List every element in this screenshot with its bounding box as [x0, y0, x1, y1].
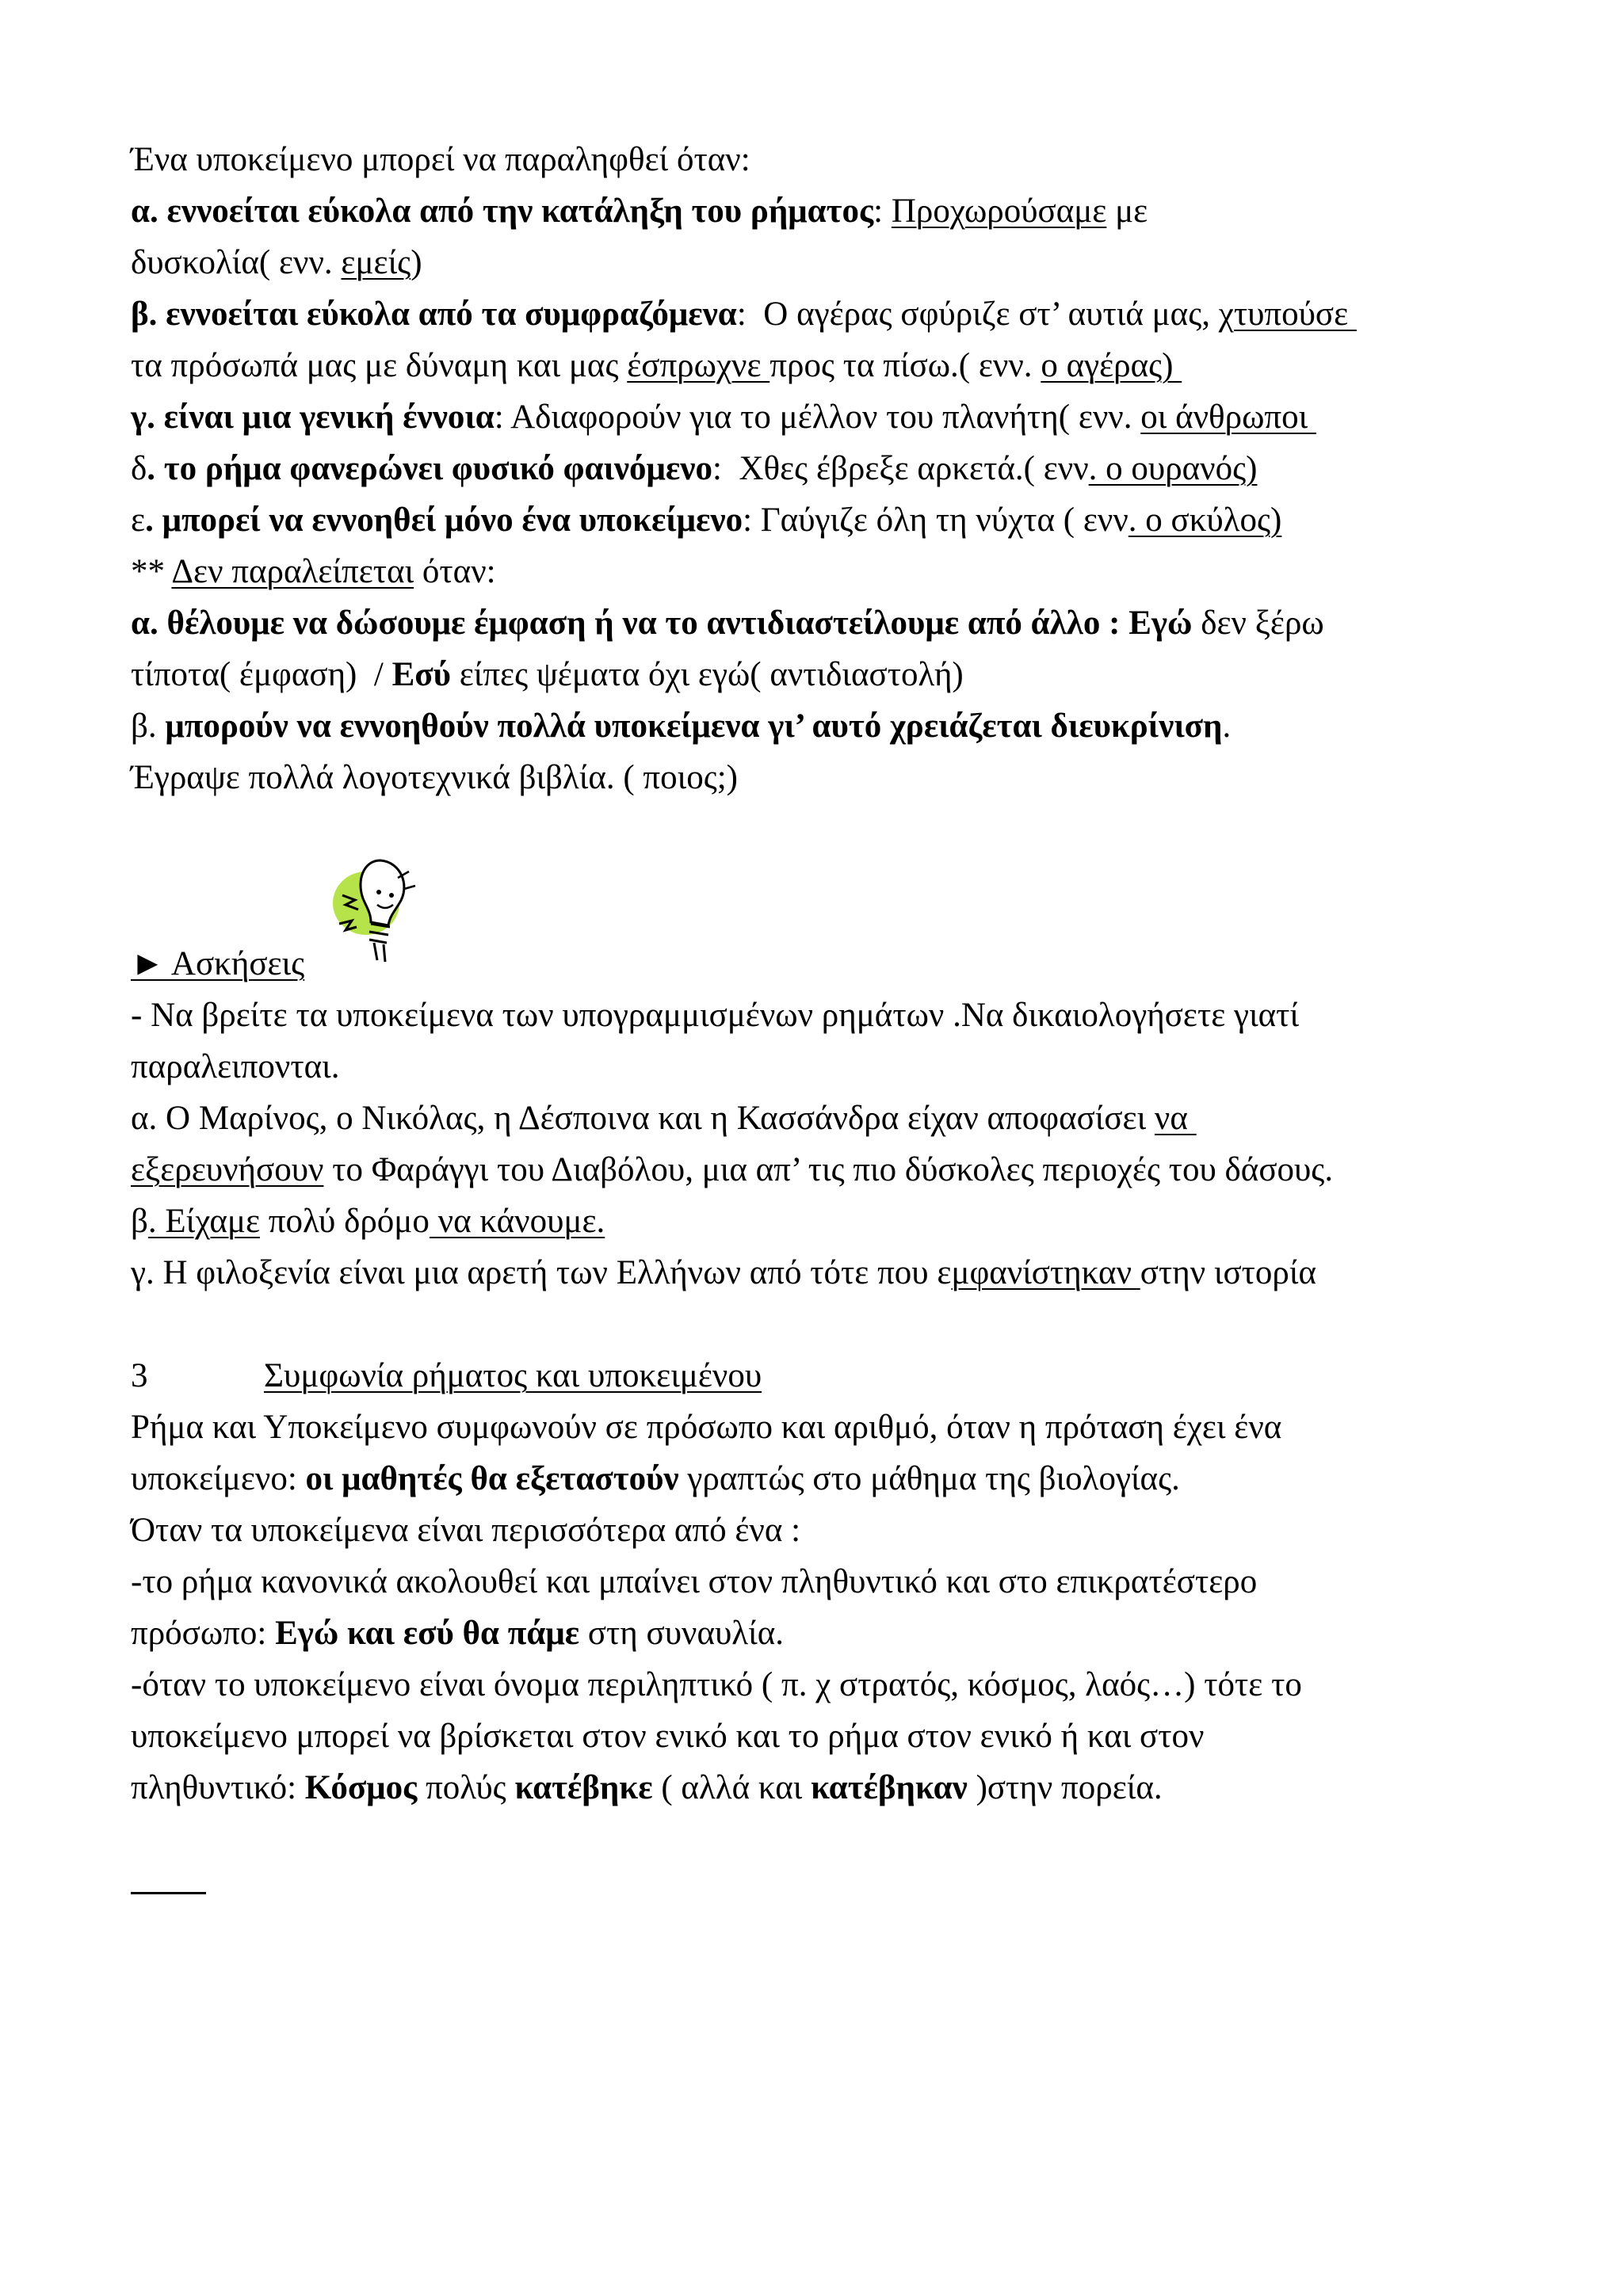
- section2-a-word: Εγώ: [1128, 605, 1193, 642]
- item-d-label: . το ρήμα φανερώνει φυσικό φαινόμενο: [147, 450, 713, 487]
- item-a-line2: [131, 246, 422, 280]
- section3-p4-line1-text: -όταν το υποκείμενο είναι όνομα περιληπτικό ( π. χ στρατός, κόσμος, λαός…) τότε το: [131, 1666, 1302, 1703]
- exercise-b-mid: πολύ δρόμο: [260, 1203, 430, 1240]
- item-b-line2: [131, 349, 1182, 383]
- item-c-label: γ. είναι μια γενική έννοια: [131, 399, 495, 436]
- section3-p2: [131, 1513, 800, 1547]
- section2-heading-post: όταν:: [414, 553, 496, 590]
- lightbulb-character-icon: [322, 854, 423, 981]
- section3-number-text: 3: [131, 1357, 148, 1394]
- item-a-line1: [131, 194, 1148, 228]
- section2-a-line2-pre: τίποτα( έμφαση) /: [131, 656, 392, 693]
- item-e-text: : Γαύγιζε όλη τη νύχτα ( ενν: [743, 502, 1128, 539]
- section3-p4-line2-text: υποκείμενο μπορεί να βρίσκεται στον ενικό και το ρήμα στον ενικό ή και στον: [131, 1718, 1205, 1755]
- section3-p1-line2-post: γραπτώς στο μάθημα της βιολογίας.: [678, 1460, 1180, 1497]
- section2-a-line1: [131, 606, 1324, 640]
- exercises-heading-text: ► Ασκήσεις: [131, 945, 305, 982]
- item-a-line2-post: ): [411, 244, 422, 281]
- item-a-subject: εμείς: [341, 244, 411, 281]
- intro-text: Ένα υποκείμενο μπορεί να παραληφθεί όταν:: [131, 141, 750, 178]
- item-e-subject: . ο σκύλος): [1128, 502, 1282, 539]
- exercise-a-line2-post: το Φαράγγι του Διαβόλου, μια απ’ τις πιο δύσκολες περιοχές του δάσους.: [323, 1151, 1334, 1188]
- section2-b-label: μπορούν να εννοηθούν πολλά υποκείμενα γι’ αυτό χρειάζεται διευκρίνιση: [165, 707, 1223, 745]
- section3-title: [264, 1359, 762, 1393]
- exercise-a-line1: [131, 1101, 1197, 1135]
- item-b-label: β. εννοείται εύκολα από τα συμφραζόμενα: [131, 296, 737, 333]
- section3-p3-example: Εγώ και εσύ θα πάμε: [275, 1615, 580, 1652]
- section2-b-prefix: β.: [131, 707, 166, 745]
- exercises-instruction-2: [131, 1050, 339, 1084]
- section2-heading: [131, 555, 496, 589]
- section2-b-example-text: Έγραψε πολλά λογοτεχνικά βιβλία. ( ποιος;): [131, 759, 739, 796]
- section3-p2-text: Όταν τα υποκείμενα είναι περισσότερα από ένα :: [131, 1512, 801, 1549]
- exercise-a-verb-part1: να: [1154, 1100, 1197, 1137]
- item-a-line2-pre: δυσκολία( ενν.: [131, 244, 342, 281]
- section3-p4-mid1: πολύς: [417, 1769, 515, 1806]
- section2-a-label: α. θέλουμε να δώσουμε έμφαση ή να το αντιδιαστείλουμε από άλλο :: [131, 605, 1129, 642]
- section3-number: [131, 1359, 148, 1393]
- item-b-verb2: έσπρωχνε: [627, 347, 770, 384]
- exercise-b-verb1: . Είχαμε: [147, 1203, 261, 1240]
- section3-p3-line2: [131, 1616, 784, 1650]
- section3-p4-line1: [131, 1668, 1302, 1702]
- exercise-c-line: [131, 1256, 1316, 1290]
- item-d-subject: . ο ουρανός): [1088, 450, 1258, 487]
- section3-p3-line2-post: στη συναυλία.: [579, 1615, 784, 1652]
- exercise-b-verb2: να κάνουμε.: [429, 1203, 605, 1240]
- item-c-text: : Αδιαφορούν για το μέλλον του πλανήτη( ενν.: [494, 399, 1141, 436]
- item-a-tail: με: [1106, 193, 1148, 230]
- section2-b-example: [131, 761, 738, 795]
- exercise-b-line: [131, 1204, 605, 1238]
- exercises-instruction-2-text: παραλειπονται.: [131, 1048, 340, 1085]
- item-d-prefix: δ: [131, 450, 147, 487]
- section3-p4-post: )στην πορεία.: [967, 1769, 1163, 1806]
- exercise-c-post: στην ιστορία: [1140, 1254, 1316, 1291]
- item-e-prefix: ε: [131, 502, 146, 539]
- section2-a-line2-post: είπες ψέματα όχι εγώ( αντιδιαστολή): [450, 656, 964, 693]
- exercise-a-line2: [131, 1153, 1333, 1187]
- section3-title-text: Συμφωνία ρήματος και υποκειμένου: [264, 1357, 762, 1394]
- section3-p4-subject: Κόσμος: [304, 1769, 418, 1806]
- section2-a-line2: [131, 658, 964, 692]
- section2-heading-pre: **: [131, 553, 172, 590]
- footnote-divider: [131, 1892, 206, 1894]
- section3-p4-line3: [131, 1771, 1163, 1805]
- section2-a-word2: Εσύ: [391, 656, 451, 693]
- section3-p1-line2: [131, 1462, 1180, 1496]
- section3-p1-line2-pre: υποκείμενο:: [131, 1460, 306, 1497]
- section3-p1-line1-text: Ρήμα και Υποκείμενο συμφωνούν σε πρόσωπο και αριθμό, όταν η πρόταση έχει ένα: [131, 1409, 1282, 1446]
- item-b-line2-mid: προς τα πίσω.( ενν.: [769, 347, 1041, 384]
- exercise-c-verb: μφανίστηκαν: [951, 1254, 1140, 1291]
- item-c-subject: οι άνθρωποι: [1140, 399, 1316, 436]
- intro-line: [131, 143, 750, 177]
- item-d-line: [131, 452, 1257, 486]
- section3-p4-verb-singular: κατέβηκε: [514, 1769, 653, 1806]
- section3-p4-mid2: ( αλλά και: [652, 1769, 812, 1806]
- section3-p4-verb-plural: κατέβηκαν: [811, 1769, 968, 1806]
- item-b-subject: ο αγέρας): [1041, 347, 1182, 384]
- exercise-a-verb-part2: εξερευνήσουν: [131, 1151, 324, 1188]
- item-a-sep: :: [873, 193, 892, 230]
- section3-p3-line2-pre: πρόσωπο:: [131, 1615, 276, 1652]
- item-b-verb1: χτυπούσε: [1218, 296, 1357, 333]
- item-a-label: α. εννοείται εύκολα από την κατάληξη του ρήματος: [131, 193, 874, 230]
- exercise-b-prefix: β: [131, 1203, 148, 1240]
- section3-p3-line1: [131, 1565, 1257, 1599]
- item-b-line1: [131, 297, 1357, 331]
- section2-b-line: [131, 709, 1231, 743]
- item-b-text: : Ο αγέρας σφύριζε στ’ αυτιά μας,: [736, 296, 1219, 333]
- exercise-c-pre: γ. Η φιλοξενία είναι μια αρετή των Ελλήνων από τότε που ε: [131, 1254, 952, 1291]
- exercise-a-line1-pre: α. Ο Μαρίνος, ο Νικόλας, η Δέσποινα και η Κασσάνδρα είχαν αποφασίσει: [131, 1100, 1155, 1137]
- section3-p4-line3-pre: πληθυντικό:: [131, 1769, 305, 1806]
- exercises-instruction-1-text: - Να βρείτε τα υποκείμενα των υπογραμμισμένων ρημάτων .Να δικαιολογήσετε γιατί: [131, 997, 1300, 1034]
- item-d-text: : Χθες έβρεξε αρκετά.( ενν: [712, 450, 1089, 487]
- item-c-line: [131, 400, 1316, 434]
- item-a-verb: Προχωρούσαμε: [891, 193, 1107, 230]
- exercises-heading: [131, 947, 304, 981]
- section2-heading-text: Δεν παραλείπεται: [171, 553, 414, 590]
- section3-p1-example: οι μαθητές θα εξεταστούν: [305, 1460, 679, 1497]
- section3-p1-line1: [131, 1410, 1281, 1444]
- item-b-line2-pre: τα πρόσωπά μας με δύναμη και μας: [131, 347, 628, 384]
- section2-b-end: .: [1222, 707, 1232, 745]
- section3-p3-line1-text: -το ρήμα κανονικά ακολουθεί και μπαίνει στον πληθυντικό και στο επικρατέστερο: [131, 1563, 1258, 1600]
- section2-a-tail: δεν ξέρω: [1192, 605, 1324, 642]
- exercises-instruction-1: [131, 998, 1299, 1032]
- item-e-label: . μπορεί να εννοηθεί μόνο ένα υποκείμενο: [145, 502, 743, 539]
- item-e-line: [131, 503, 1281, 537]
- section3-p4-line2: [131, 1719, 1204, 1753]
